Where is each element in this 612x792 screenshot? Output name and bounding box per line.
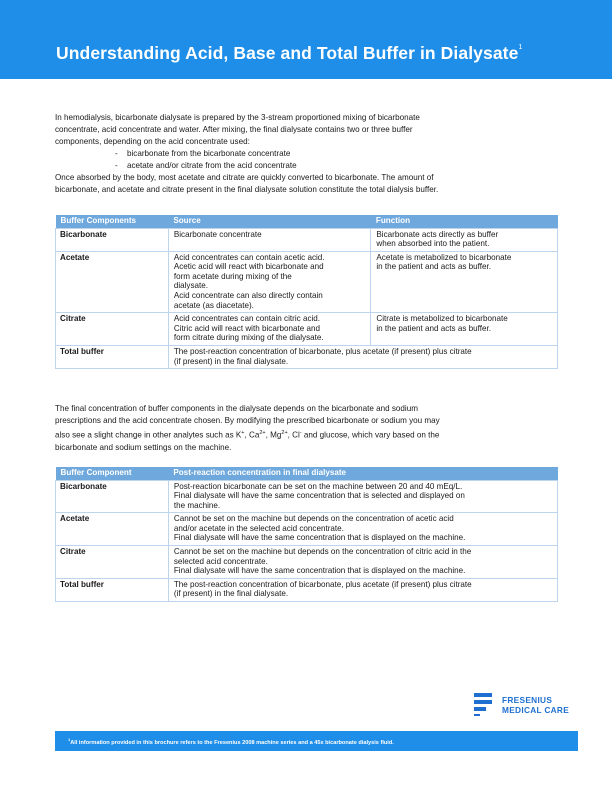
cell-line: (if present) in the final dialysate. <box>173 589 289 599</box>
superscript: + <box>241 430 245 437</box>
concentration-cell <box>168 513 557 546</box>
source-cell <box>168 251 371 313</box>
cell-line: The post-reaction concentration of bicarbonate, plus acetate (if present) plus citrate <box>173 347 472 357</box>
cell-line: Post-reaction bicarbonate can be set on the machine between 20 and 40 mEq/L. <box>173 481 463 491</box>
fresenius-logo-mark-icon <box>472 690 494 716</box>
footnote-bar <box>55 731 578 751</box>
fresenius-logo <box>472 688 582 718</box>
cell-line: Cannot be set on the machine but depends on the concentration of citric acid in the <box>173 547 472 557</box>
list-item <box>55 148 560 160</box>
cell-line: The post-reaction concentration of bicarbonate, plus acetate (if present) plus citrate <box>173 579 472 589</box>
column-header: Buffer Components <box>56 215 169 228</box>
component-cell: Bicarbonate <box>56 480 169 513</box>
cell-line: and/or acetate in the selected acid concentrate. <box>173 523 344 533</box>
text-run: also see a slight change in other analytes such as K <box>55 431 242 441</box>
function-cell <box>371 251 558 313</box>
source-cell <box>168 228 371 251</box>
paragraph-line: bicarbonate and sodium settings on the machine. <box>55 443 232 453</box>
intro-line: concentrate, acid concentrate and water. After mixing, the final dialysate contains two or three buffer <box>55 125 413 134</box>
post-reaction-table <box>55 467 558 602</box>
superscript: 2+ <box>281 430 288 437</box>
component-cell: Bicarbonate <box>56 228 169 251</box>
component-cell: Acetate <box>56 251 169 313</box>
dash-bullet: - <box>115 149 118 158</box>
cell-line: Bicarbonate concentrate <box>173 229 262 239</box>
column-header: Post-reaction concentration in final dialysate <box>168 467 557 480</box>
cell-line: Citric acid will react with bicarbonate and <box>173 323 321 333</box>
cell-line: Final dialysate will have the same concentration that is displayed on the machine. <box>173 533 466 543</box>
concentration-cell <box>168 546 557 579</box>
table-row <box>56 313 558 346</box>
function-cell <box>371 313 558 346</box>
buffer-source-list <box>55 148 560 172</box>
intro-line: In hemodialysis, bicarbonate dialysate is prepared by the 3-stream proportioned mixing of bicarbonate <box>55 113 420 122</box>
table-row <box>56 546 558 579</box>
total-cell <box>168 346 557 369</box>
table-row <box>56 513 558 546</box>
table-header-row <box>56 467 558 480</box>
table-row <box>56 251 558 313</box>
logo-name-line: FRESENIUS <box>502 695 553 705</box>
text-run: , Ca <box>244 431 260 441</box>
concentration-cell <box>168 480 557 513</box>
list-item <box>55 160 560 172</box>
cell-line: Acid concentrates can contain acetic acid. <box>173 252 325 262</box>
cell-line: in the patient and acts as buffer. <box>376 323 491 333</box>
cell-line: dialysate. <box>173 281 209 291</box>
cell-line: form acetate during mixing of the <box>173 271 292 281</box>
cell-line: Acetic acid will react with bicarbonate and <box>173 262 324 272</box>
page-title <box>56 43 522 64</box>
component-cell: Citrate <box>56 313 169 346</box>
concentration-cell <box>168 578 557 601</box>
title-footnote-marker: 1 <box>518 44 523 52</box>
list-item-text: acetate and/or citrate from the acid concentrate <box>127 161 297 170</box>
title-banner <box>0 0 612 79</box>
cell-line: (if present) in the final dialysate. <box>173 356 289 366</box>
cell-line: the machine. <box>173 500 221 510</box>
paragraph-line: prescriptions and the acid concentrate chosen. By modifying the prescribed bicarbonate or sodium you may <box>55 416 440 426</box>
intro-paragraph <box>55 112 560 196</box>
source-cell <box>168 313 371 346</box>
footnote-text: All information provided in this brochure refers to the Fresenius 2008 machine series and a 45x bicarbonate dialysis fluid. <box>70 739 394 746</box>
table-row-total <box>56 346 558 369</box>
text-run: and glucose, which vary based on the <box>301 431 440 441</box>
buffer-components-table <box>55 215 558 369</box>
cell-line: Final dialysate will have the same concentration that is displayed on the machine. <box>173 566 466 576</box>
table-header-row <box>56 215 558 228</box>
footnote <box>68 737 394 746</box>
component-cell: Acetate <box>56 513 169 546</box>
intro-line: components, depending on the acid concentrate used: <box>55 137 250 146</box>
page-title-text: Understanding Acid, Base and Total Buffer in Dialysate <box>56 43 519 63</box>
cell-line: acetate (as diacetate). <box>173 300 254 310</box>
cell-line: Final dialysate will have the same concentration that is selected and displayed on <box>173 491 465 501</box>
superscript: - <box>299 430 302 437</box>
cell-line: Acetate is metabolized to bicarbonate <box>376 252 512 262</box>
table-row <box>56 480 558 513</box>
paragraph-line <box>55 427 560 442</box>
logo-name-line: MEDICAL CARE <box>502 705 570 715</box>
component-cell: Citrate <box>56 546 169 579</box>
component-cell: Total buffer <box>56 578 169 601</box>
cell-line: in the patient and acts as buffer. <box>376 262 491 272</box>
cell-line: Acid concentrates can contain citric acid. <box>173 314 321 324</box>
intro-line: bicarbonate, and acetate and citrate present in the final dialysate solution constitute the total dialysis buffer. <box>55 185 439 194</box>
column-header: Buffer Component <box>56 467 169 480</box>
cell-line: selected acid concentrate. <box>173 556 268 566</box>
cell-line: Bicarbonate acts directly as buffer <box>376 229 499 239</box>
cell-line: Acid concentrate can also directly contain <box>173 291 323 301</box>
column-header: Function <box>371 215 558 228</box>
table-row <box>56 228 558 251</box>
column-header: Source <box>168 215 371 228</box>
dash-bullet: - <box>115 161 118 170</box>
cell-line: Cannot be set on the machine but depends on the concentration of acetic acid <box>173 514 454 524</box>
text-run: , Cl <box>287 431 300 441</box>
table-row-total <box>56 578 558 601</box>
cell-line: form citrate during mixing of the dialysate. <box>173 333 324 343</box>
footnote-marker: 1 <box>68 737 71 742</box>
superscript: 2+ <box>259 430 266 437</box>
list-item-text: bicarbonate from the bicarbonate concentrate <box>127 149 291 158</box>
paragraph-line: The final concentration of buffer components in the dialysate depends on the bicarbonate and sodium <box>55 404 418 413</box>
intro-line: Once absorbed by the body, most acetate and citrate are quickly converted to bicarbonate. The amount of <box>55 173 434 182</box>
component-cell: Total buffer <box>56 346 169 369</box>
concentration-paragraph <box>55 403 560 455</box>
cell-line: Citrate is metabolized to bicarbonate <box>376 314 508 324</box>
function-cell <box>371 228 558 251</box>
cell-line: when absorbed into the patient. <box>376 239 490 249</box>
text-run: , Mg <box>265 431 282 441</box>
